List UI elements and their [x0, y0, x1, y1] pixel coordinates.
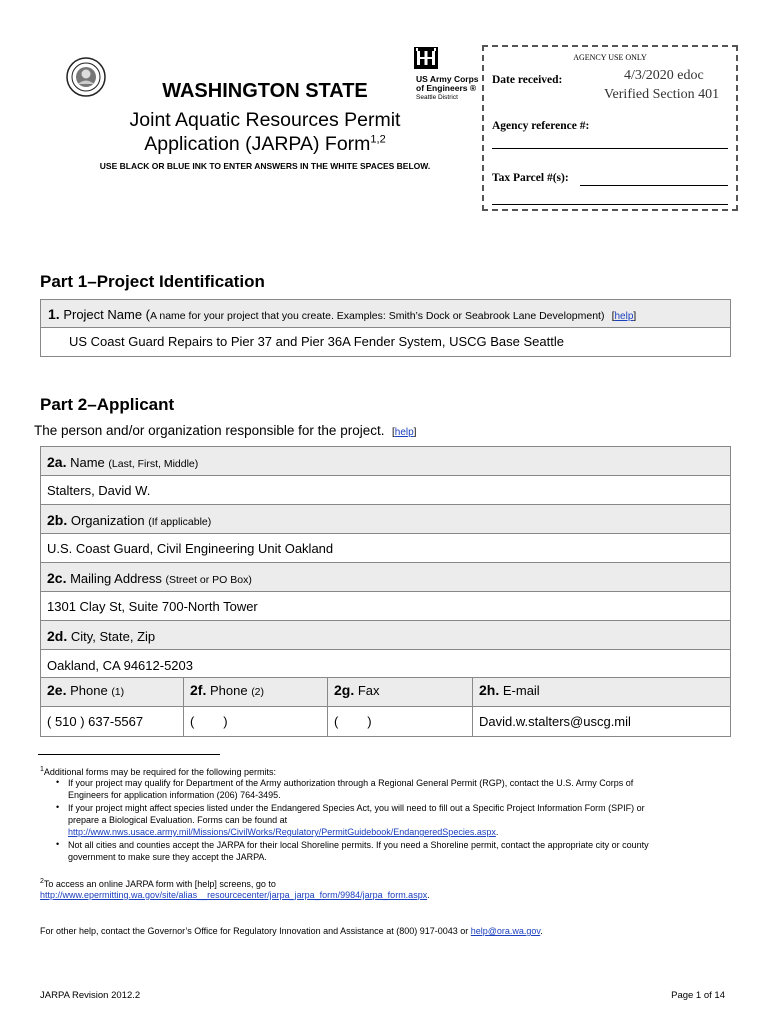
period: . — [540, 926, 543, 936]
form-title-text: Application (JARPA) Form — [144, 133, 371, 155]
fax-field[interactable]: ( ) — [334, 714, 372, 729]
bullet-icon: • — [56, 777, 60, 787]
usace-line3: Seattle District — [416, 94, 458, 101]
field-number-2f: 2f. — [190, 682, 207, 698]
agency-use-box — [482, 45, 738, 211]
footnote-2-mark: 2 — [40, 878, 44, 885]
phone1-field[interactable]: ( 510 ) 637-5567 — [47, 714, 144, 729]
contact-value-row — [41, 707, 730, 736]
field-number-2a: 2a. — [47, 454, 67, 470]
name-field[interactable]: Stalters, David W. — [47, 483, 151, 498]
mailing-address-label: Mailing Address — [70, 571, 162, 586]
help-bracket-close: ] — [633, 311, 637, 322]
project-name-section — [40, 299, 731, 357]
footnote-2-link-line — [40, 890, 430, 902]
email-field[interactable]: David.w.stalters@uscg.mil — [479, 714, 631, 729]
field-number-2b: 2b. — [47, 512, 68, 528]
footnote-1-text: Additional forms may be required for the following permits: — [43, 767, 277, 777]
agency-reference-label: Agency reference #: — [492, 120, 590, 132]
phone2-label: Phone — [209, 683, 248, 698]
usace-line1: US Army Corps — [416, 74, 479, 84]
organization-value-row — [41, 534, 730, 563]
endangered-species-link[interactable]: http://www.nws.usace.army.mil/Missions/CivilWorks/Regulatory/PermitGuidebook/EndangeredSpecies.aspx — [68, 827, 496, 837]
mailing-address-field[interactable]: 1301 Clay St, Suite 700-North Tower — [47, 599, 258, 614]
part1-title: Part 1–Project Identification — [40, 272, 265, 291]
revision-label: JARPA Revision 2012.2 — [40, 990, 141, 1001]
tax-parcel-field[interactable] — [580, 185, 728, 186]
help-bracket-open: [ — [611, 311, 615, 322]
project-name-label: Project Name ( — [63, 307, 151, 322]
organization-field[interactable]: U.S. Coast Guard, Civil Engineering Unit Oakland — [47, 541, 334, 556]
mailing-address-hint: (Street or PO Box) — [165, 574, 252, 586]
project-name-label-row — [41, 300, 730, 328]
organization-label: Organization — [70, 513, 145, 528]
fax-label: Fax — [357, 683, 380, 698]
footnote-1-bullet-2-line2: prepare a Biological Evaluation. Forms can be found at — [68, 815, 288, 825]
phone2-field[interactable]: ( ) — [190, 714, 228, 729]
period: . — [495, 827, 499, 837]
ink-instructions: USE BLACK OR BLUE INK TO ENTER ANSWERS IN THE WHITE SPACES BELOW. — [99, 161, 431, 171]
item-number: 1. — [48, 306, 60, 322]
part2-description-text: The person and/or organization responsible for the project. — [34, 423, 385, 438]
agency-use-header: AGENCY USE ONLY — [573, 53, 647, 62]
field-number-2h: 2h. — [479, 682, 500, 698]
footnote-1-bullet-3-line2: government to make sure they accept the JARPA. — [68, 852, 267, 862]
footnote-2 — [40, 876, 276, 891]
page-number: Page 1 of 14 — [671, 990, 725, 1001]
city-state-zip-field[interactable]: Oakland, CA 94612-5203 — [47, 658, 193, 673]
registered-mark: ® — [469, 83, 477, 93]
other-help — [40, 926, 543, 938]
form-title-line1: Joint Aquatic Resources Permit — [129, 109, 401, 131]
city-state-zip-label-row — [41, 621, 730, 650]
part2-title: Part 2–Applicant — [40, 395, 175, 414]
other-help-text: For other help, contact the Governor’s Office for Regulatory Innovation and Assistance at (800) 917-0043 or — [40, 926, 471, 936]
form-title-line2 — [60, 133, 470, 156]
bullet-icon: • — [56, 839, 60, 849]
tax-parcel-label: Tax Parcel #(s): — [492, 172, 569, 184]
name-label-row — [41, 447, 730, 476]
name-label: Name — [70, 455, 105, 470]
field-number-2e: 2e. — [47, 682, 67, 698]
city-state-zip-label: City, State, Zip — [70, 629, 156, 644]
name-value-row — [41, 476, 730, 505]
help-link-project-name[interactable]: help — [614, 311, 634, 322]
name-hint: (Last, First, Middle) — [108, 458, 199, 470]
phone1-label: Phone — [70, 683, 108, 698]
organization-label-row — [41, 505, 730, 534]
help-bracket-open: [ — [391, 427, 395, 438]
mailing-address-label-row — [41, 563, 730, 592]
form-title-footnote-marks: 1,2 — [370, 133, 386, 146]
help-link-wrapper — [612, 311, 636, 322]
footnote-1-bullet-1-line2: Engineers for application information (206) 764-3495. — [68, 790, 281, 800]
footnote-1-mark: 1 — [40, 766, 44, 773]
email-label: E-mail — [502, 683, 540, 698]
epermitting-link[interactable]: http://www.epermitting.wa.gov/site/alias__resourcecenter/jarpa_jarpa_form/9984/jarpa_form.aspx — [40, 890, 428, 900]
contact-label-row — [41, 678, 730, 707]
help-bracket-close: ] — [413, 427, 417, 438]
bullet-icon: • — [56, 802, 60, 812]
date-received-label: Date received: — [492, 74, 563, 86]
period: . — [427, 890, 430, 900]
help-link-applicant[interactable]: help — [394, 427, 414, 438]
phone2-hint: (2) — [251, 686, 265, 698]
applicant-table — [40, 446, 731, 737]
footnote-1-intro — [40, 764, 276, 779]
date-received-value: 4/3/2020 edoc — [624, 68, 704, 83]
mailing-address-value-row — [41, 592, 730, 621]
footnote-1-bullet-2-line3 — [68, 827, 498, 839]
tax-parcel-field-2[interactable] — [492, 204, 728, 205]
footnote-1-bullet-3-line1: Not all cities and counties accept the JARPA for their local Shoreline permits. If you need a Shoreline permit, contact the appropriate city or county — [68, 840, 649, 850]
agency-reference-field[interactable] — [492, 148, 728, 149]
footnote-2-text: To access an online JARPA form with [help] screens, go to — [43, 879, 276, 889]
city-state-zip-value-row — [41, 650, 730, 678]
part2-description — [34, 423, 416, 438]
footnote-divider — [38, 754, 220, 755]
help-email-link[interactable]: help@ora.wa.gov — [470, 926, 541, 936]
organization-hint: (If applicable) — [148, 516, 212, 528]
verification-note: Verified Section 401 — [604, 87, 720, 102]
footnote-1-bullet-2-line1: If your project might affect species listed under the Endangered Species Act, you will need to fill out a Specific Project Information Form (SPIF) or — [68, 803, 645, 813]
field-number-2g: 2g. — [334, 682, 355, 698]
project-name-hint: A name for your project that you create. Examples: Smith’s Dock or Seabrook Lane Development) — [150, 310, 605, 322]
project-name-value[interactable]: US Coast Guard Repairs to Pier 37 and Pier 36A Fender System, USCG Base Seattle — [69, 334, 564, 349]
usace-line2: of Engineers — [416, 83, 468, 93]
field-number-2c: 2c. — [47, 570, 67, 586]
footnote-1-bullet-1-line1: If your project may qualify for Department of the Army authorization through a Regional General Permit (RGP), contact the U.S. Army Corps of — [68, 778, 634, 788]
title-state: WASHINGTON STATE — [162, 80, 368, 102]
usace-castle-icon — [414, 47, 438, 69]
phone1-hint: (1) — [111, 686, 125, 698]
field-number-2d: 2d. — [47, 628, 68, 644]
